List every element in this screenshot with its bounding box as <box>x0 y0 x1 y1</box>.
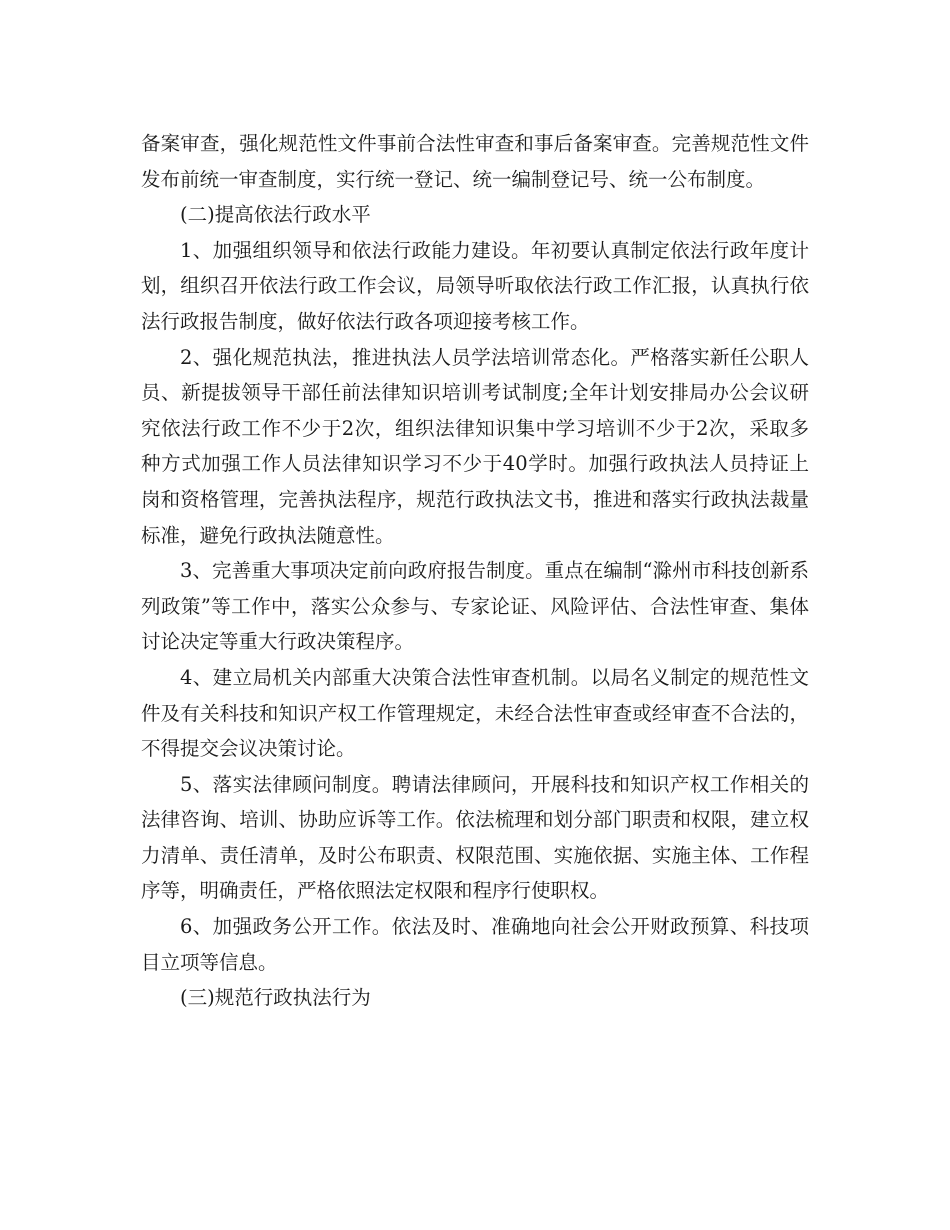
paragraph-continuation: 备案审查，强化规范性文件事前合法性审查和事后备案审查。完善规范性文件发布前统一审查制度，实行统一登记、统一编制登记号、统一公布制度。 <box>141 132 809 191</box>
paragraph-item-1: 1、加强组织领导和依法行政能力建设。年初要认真制定依法行政年度计划，组织召开依法行政工作会议，局领导听取依法行政工作汇报，认真执行依法行政报告制度，做好依法行政各项迎接考核工作。 <box>141 238 809 333</box>
document-body <box>141 126 809 1016</box>
paragraph-item-2: 2、强化规范执法，推进执法人员学法培训常态化。严格落实新任公职人员、新提拔领导干部任前法律知识培训考试制度;全年计划安排局办公会议研究依法行政工作不少于2次，组织法律知识集中学习培训不少于2次，采取多种方式加强工作人员法律知识学习不少于40学时。加强行政执法人员持证上岗和资格管理，完善执法程序，规范行政执法文书，推进和落实行政执法裁量标准，避免行政执法随意性。 <box>141 345 809 547</box>
paragraph-item-4: 4、建立局机关内部重大决策合法性审查机制。以局名义制定的规范性文件及有关科技和知识产权工作管理规定，未经合法性审查或经审查不合法的，不得提交会议决策讨论。 <box>141 665 809 761</box>
paragraph-item-3: 3、完善重大事项决定前向政府报告制度。重点在编制“滁州市科技创新系列政策”等工作中，落实公众参与、专家论证、风险评估、合法性审查、集体讨论决定等重大行政决策程序。 <box>141 559 809 654</box>
section-heading-2: (二)提高依法行政水平 <box>180 203 371 227</box>
section-heading-3: (三)规范行政执法行为 <box>180 986 371 1010</box>
paragraph-item-5: 5、落实法律顾问制度。聘请法律顾问，开展科技和知识产权工作相关的法律咨询、培训、协助应诉等工作。依法梳理和划分部门职责和权限，建立权力清单、责任清单，及时公布职责、权限范围、实施依据、实施主体、工作程序等，明确责任，严格依照法定权限和程序行使职权。 <box>141 772 809 903</box>
paragraph-item-6: 6、加强政务公开工作。依法及时、准确地向社会公开财政预算、科技项目立项等信息。 <box>141 915 809 974</box>
